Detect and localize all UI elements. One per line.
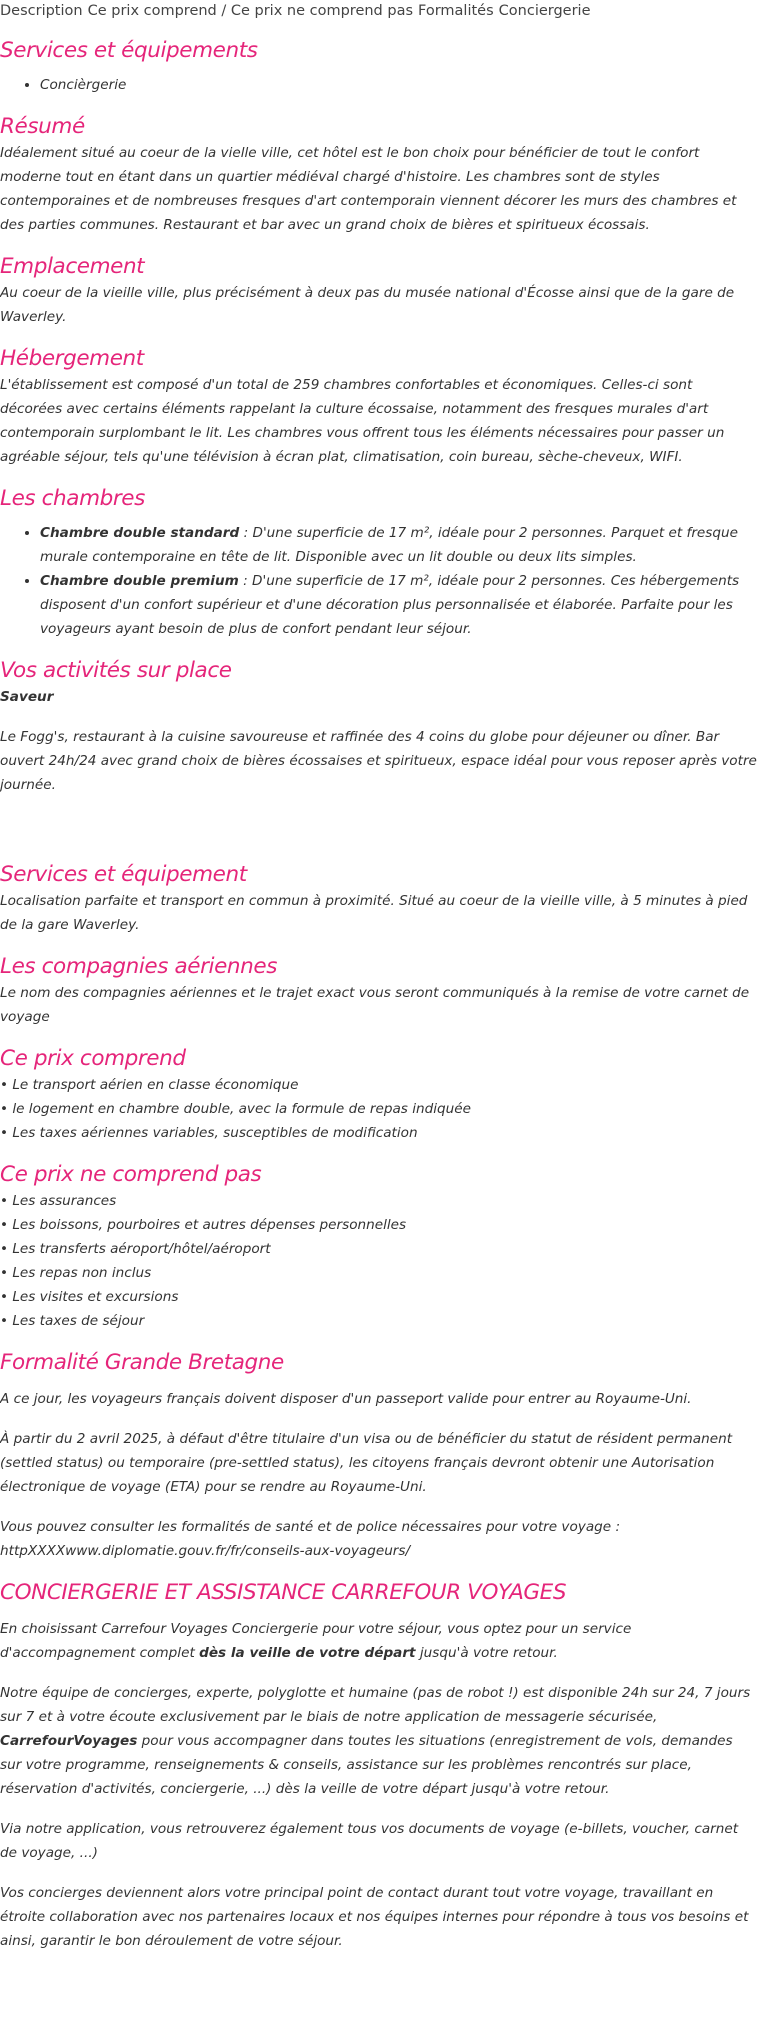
room-name: Chambre double premium xyxy=(40,573,239,589)
activites-subtitle xyxy=(0,685,758,709)
list-item: • Les boissons, pourboires et autres dépenses personnelles xyxy=(0,1217,407,1233)
tab-formalites[interactable]: Formalités xyxy=(418,3,494,19)
tab-description[interactable]: Description xyxy=(0,3,83,19)
section-title-compagnies: Les compagnies aériennes xyxy=(0,954,278,979)
list-item: • Les assurances xyxy=(0,1193,117,1209)
section-title-chambres: Les chambres xyxy=(0,486,145,511)
activites-text: Le Fogg's, restaurant à la cuisine savoureuse et raffinée des 4 coins du globe pour déjeuner ou dîner. Bar ouvert 24h/24 avec grand choix de bières écossaises et spiritueux, espace idéal pour vous reposer après votre journée. xyxy=(0,729,757,793)
section-title-services-equipement: Services et équipement xyxy=(0,862,247,887)
text-span: Notre équipe de concierges, experte, polyglotte et humaine (pas de robot !) est disponible 24h sur 24, 7 jours sur 7 et à votre écoute exclusivement par le biais de notre application de messagerie sécurisée, xyxy=(0,1685,751,1725)
section-title-activites: Vos activités sur place xyxy=(0,658,232,683)
tab-bar xyxy=(0,0,758,21)
list-item: • Les transferts aéroport/hôtel/aéroport xyxy=(0,1241,271,1257)
text-span: pour vous accompagner dans toutes les situations (enregistrement de vols, demandes sur votre programme, renseignements & conseils, assistance sur les problèmes rencontrés sur place, réservation d'activités, conciergerie, ...) dès la veille de votre départ jusqu'à votre retour. xyxy=(0,1733,733,1797)
tab-conciergerie[interactable]: Conciergerie xyxy=(498,3,591,19)
list-item: • Les taxes de séjour xyxy=(0,1313,145,1329)
conciergerie-p4: Vos concierges deviennent alors votre principal point de contact durant tout votre voyage, travaillant en étroite collaboration avec nos partenaires locaux et nos équipes internes pour répondre à tous vos besoins et ainsi, garantir le bon déroulement de votre séjour. xyxy=(0,1885,749,1949)
services-equipement-text: Localisation parfaite et transport en commun à proximité. Situé au coeur de la vieille ville, à 5 minutes à pied de la gare Waverley. xyxy=(0,893,748,933)
text-span: jusqu'à votre retour. xyxy=(415,1645,558,1661)
list-item: • le logement en chambre double, avec la formule de repas indiquée xyxy=(0,1101,471,1117)
emplacement-text: Au coeur de la vieille ville, plus précisément à deux pas du musée national d'Écosse ainsi que de la gare de Waverley. xyxy=(0,285,735,325)
section-title-emplacement: Emplacement xyxy=(0,254,145,279)
tab-prix[interactable]: Ce prix comprend / Ce prix ne comprend pas xyxy=(87,3,414,19)
list-item: • Les taxes aériennes variables, susceptibles de modification xyxy=(0,1125,418,1141)
section-title-hebergement: Hébergement xyxy=(0,346,144,371)
diplomatie-link[interactable]: httpXXXXwww.diplomatie.gouv.fr/fr/conseils-aux-voyageurs/ xyxy=(0,1543,411,1559)
section-title-conciergerie: CONCIERGERIE ET ASSISTANCE CARREFOUR VOYAGES xyxy=(0,1580,567,1605)
activites-subtitle-text: Saveur xyxy=(0,689,54,705)
room-description: : D'une superficie de 17 m², idéale pour 2 personnes. Ces hébergements disposent d'un confort supérieur et d'une décoration plus personnalisée et élaborée. Parfaite pour les voyageurs ayant besoin de plus de confort pendant leur séjour. xyxy=(40,573,740,637)
bold-span: CarrefourVoyages xyxy=(0,1733,138,1749)
resume-text: Idéalement situé au coeur de la vielle ville, cet hôtel est le bon choix pour bénéficier de tout le confort moderne tout en étant dans un quartier médiéval chargé d'histoire. Les chambres sont de styles contemporaines et de nombreuses fresques d'art contemporain viennent décorer les murs des chambres et des parties communes. Restaurant et bar avec un grand choix de bières et spiritueux écossais. xyxy=(0,145,737,233)
formalite-p1: A ce jour, les voyageurs français doivent disposer d'un passeport valide pour entrer au Royaume-Uni. xyxy=(0,1391,692,1407)
section-title-resume: Résumé xyxy=(0,114,85,139)
list-item xyxy=(40,521,758,569)
text-span: En choisissant Carrefour Voyages Conciergerie pour votre séjour, vous optez pour un service d'accompagnement complet xyxy=(0,1621,632,1661)
room-name: Chambre double standard xyxy=(40,525,240,541)
conciergerie-p2 xyxy=(0,1681,758,1801)
list-item: • Le transport aérien en classe économique xyxy=(0,1077,299,1093)
hebergement-text: L'établissement est composé d'un total de 259 chambres confortables et économiques. Celles-ci sont décorées avec certains éléments rappelant la culture écossaise, notamment des fresques murales d'art contemporain surplombant le lit. Les chambres vous offrent tous les éléments nécessaires pour passer un agréable séjour, tels qu'une télévision à écran plat, climatisation, coin bureau, sèche-cheveux, WIFI. xyxy=(0,377,725,465)
conciergerie-p1 xyxy=(0,1617,758,1665)
conciergerie-p3: Via notre application, vous retrouverez également tous vos documents de voyage (e-billets, voucher, carnet de voyage, ...) xyxy=(0,1821,739,1861)
section-title-services: Services et équipements xyxy=(0,38,258,63)
formalite-p3: Vous pouvez consulter les formalités de santé et de police nécessaires pour votre voyage : xyxy=(0,1519,621,1535)
section-title-comprend: Ce prix comprend xyxy=(0,1046,186,1071)
section-title-ne-comprend: Ce prix ne comprend pas xyxy=(0,1162,262,1187)
list-item: • Les visites et excursions xyxy=(0,1289,179,1305)
section-title-formalite: Formalité Grande Bretagne xyxy=(0,1350,284,1375)
formalite-p2: À partir du 2 avril 2025, à défaut d'être titulaire d'un visa ou de bénéficier du statut de résident permanent (settled status) ou temporaire (pre-settled status), les citoyens français devront obtenir une Autorisation électronique de voyage (ETA) pour se rendre au Royaume-Uni. xyxy=(0,1431,733,1495)
compagnies-text: Le nom des compagnies aériennes et le trajet exact vous seront communiqués à la remise de votre carnet de voyage xyxy=(0,985,750,1025)
list-item xyxy=(40,569,758,641)
list-item: • Concièrgerie xyxy=(40,73,758,97)
list-item: • Les repas non inclus xyxy=(0,1265,152,1281)
room-description: : D'une superficie de 17 m², idéale pour 2 personnes. Parquet et fresque murale contemporaine en tête de lit. Disponible avec un lit double ou deux lits simples. xyxy=(40,525,738,565)
services-list xyxy=(0,73,758,97)
chambres-list xyxy=(0,521,758,641)
bold-span: dès la veille de votre départ xyxy=(199,1645,416,1661)
